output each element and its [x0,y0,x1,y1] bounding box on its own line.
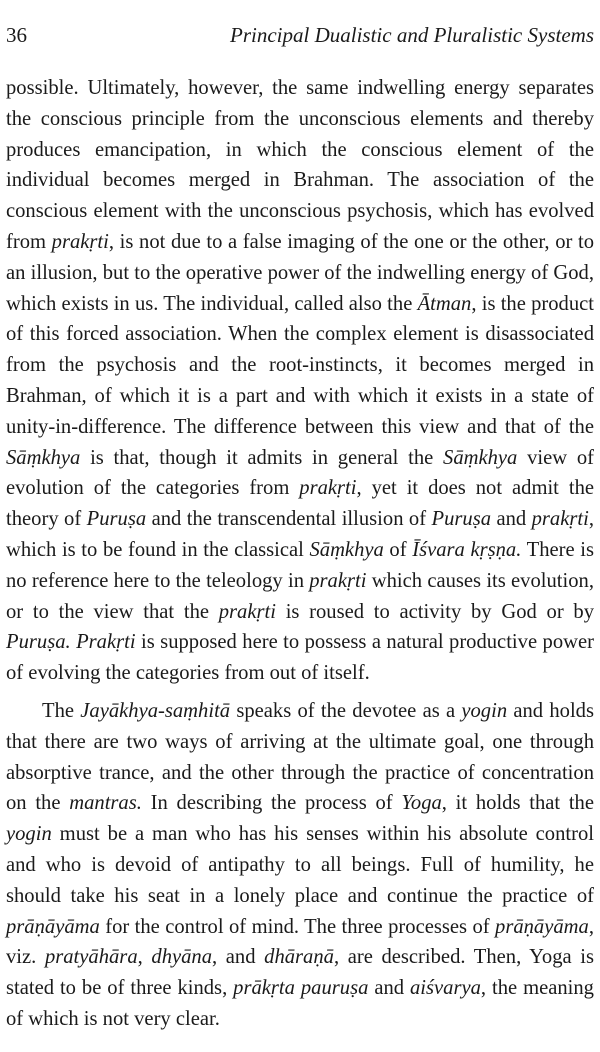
text-run: and [368,977,410,1000]
italic-term: dhyāna [151,946,213,969]
italic-term: prāṇāyāma [6,915,100,938]
body-text [6,73,594,1035]
italic-term: Yoga [401,792,442,815]
text-run: and holds that there are two ways of arriving at the ultimate goal, one through absorptive trance, and the other through the practice of concentration on the [6,699,594,815]
page-number: 36 [6,23,27,47]
italic-term: prāṇāyāma [495,915,589,938]
italic-term: Sāṃkhya [6,446,81,469]
italic-term: yogin [461,699,508,722]
text-run: , yet it does not admit the theory of [6,477,595,531]
text-run: is supposed here to possess a natural productive power of evolving the categories from out of itself. [6,631,594,685]
italic-term: dhāraṇā [264,946,334,969]
italic-term: Puruṣa. Prakṛti [6,631,136,654]
text-run: is roused to activity by God or by [275,600,594,623]
running-title: Principal Dualistic and Pluralistic Systems [230,23,594,47]
italic-term: Sāṃkhya [443,446,518,469]
text-run: , are described. Then, Yoga is stated to be of three kinds, [6,946,594,1000]
text-run: There is no reference here to the teleology in [6,538,594,592]
text-run: is that, though it admits in general the [80,446,444,469]
italic-term: yogin [6,823,52,846]
text-run: which causes its evolution, or to the view that the [6,569,594,623]
italic-term: prakṛti [531,508,589,531]
italic-term: Puruṣa [86,508,147,531]
text-run: , [137,946,152,969]
text-run: of [383,538,413,561]
text-run: possible. Ultimately, however, the same indwelling energy separates the conscious principle from the unconscious elements and thereby produces emancipation, in which the conscious element of the individual becomes merged in Brahman. The association of the conscious element with the unconscious psychosis, which has evolved from [6,77,594,253]
italic-term: Jayākhya-saṃhitā [80,699,231,722]
text-run: , and [212,946,265,969]
text-run: , viz. [6,915,594,969]
italic-term: aiśvarya [409,977,481,1000]
italic-term: pauruṣa [300,977,369,1000]
text-run: , is the product of this forced association. When the complex element is disassociated from the psychosis and the root-instincts, it becomes merged in Brahman, of which it is a part and with which it exists in a state of unity-in-difference. The difference between this view and that of the [6,292,594,438]
text-run: speaks of the devotee as a [230,699,462,722]
text-run: and [491,508,532,531]
italic-term: Puruṣa [431,508,492,531]
italic-term: prakṛti [299,477,357,500]
italic-term: prākṛta [233,977,295,1000]
text-run: , it holds that the [441,792,594,815]
paragraph [6,696,594,1035]
text-run: , which is to be found in the classical [6,508,594,561]
running-head [6,20,594,50]
italic-term: Ātman [417,292,472,315]
text-run: and the transcendental illusion of [146,508,432,531]
italic-term: prakṛti [218,600,276,623]
text-run: must be a man who has his senses within his absolute control and who is devoid of antipathy to all beings. Full of humility, he should take his seat in a lonely place and continue the practice of [6,823,594,907]
text-run: , the meaning of which is not very clear. [6,977,594,1030]
italic-term: pratyāhāra [44,946,138,969]
text-run: for the control of mind. The three processes of [99,915,496,938]
italic-term: prakṛti [309,569,367,592]
italic-term: prakṛti [51,230,109,253]
italic-term: Sāṃkhya [309,538,384,561]
text-run: The [42,699,81,722]
text-run: In describing the process of [141,792,402,815]
italic-term: Īśvara kṛṣṇa. [412,538,522,561]
text-run: view of evolution of the categories from [6,446,595,500]
text-run: , is not due to a false imaging of the one or the other, or to an illusion, but to the operative power of the indwelling energy of God, which exists in us. The individual, called also the [6,230,595,315]
italic-term: mantras. [69,792,142,815]
paragraph [6,73,594,689]
